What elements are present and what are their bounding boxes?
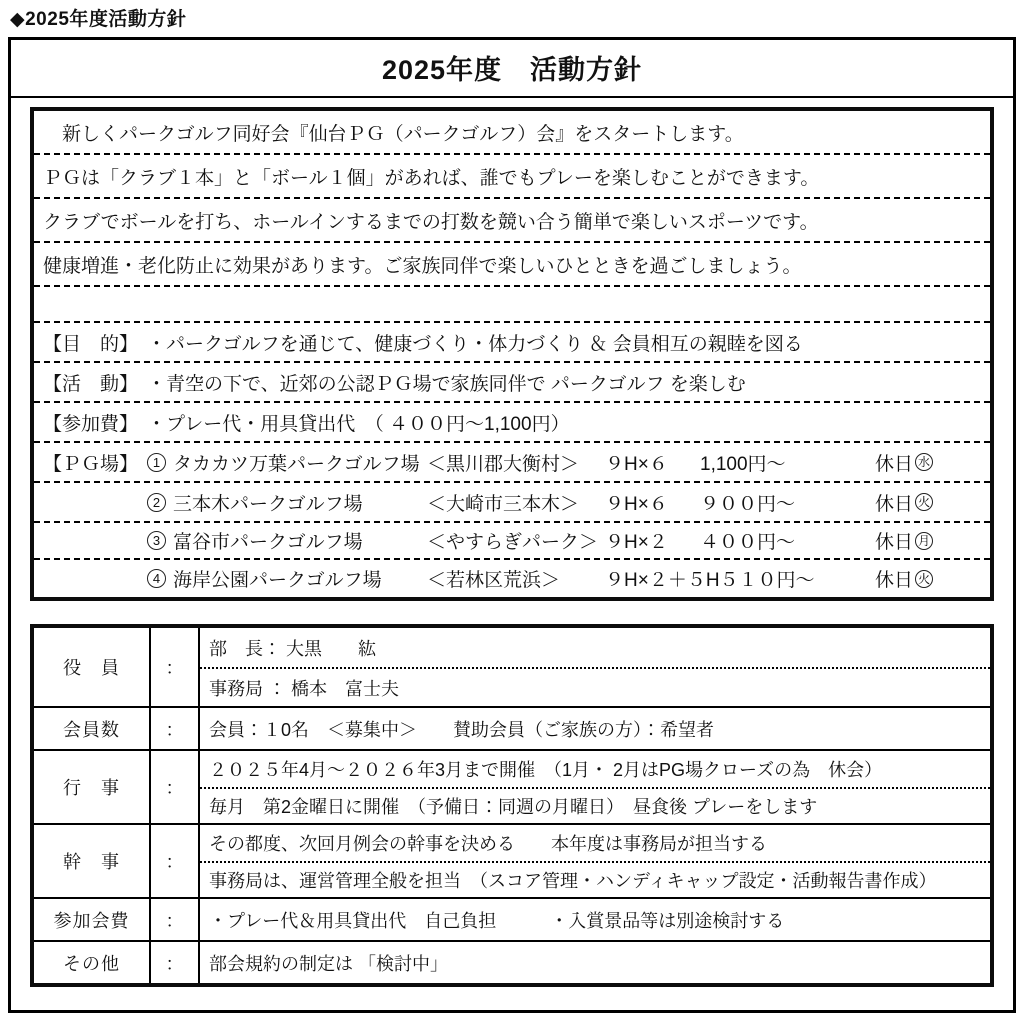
- table-row-secretary: [34, 825, 990, 899]
- pg-course-location: ＜若林区荒浜＞: [427, 570, 561, 591]
- pg-course-holes: ９H×６: [605, 493, 668, 515]
- club-detail-table: [30, 624, 994, 987]
- info-text: ・青空の下で、近郊の公認ＰＧ場で家族同伴で パークゴルフ を楽しむ: [147, 373, 746, 395]
- content-line: 会員：１0名 ＜募集中＞ 賛助会員（ご家族の方）：希望者: [209, 719, 715, 740]
- info-row-fee: [34, 403, 990, 443]
- intro-text: ＰＧは「クラブ１本」と「ボール１個」があれば、誰でもプレーを楽しむことができます。: [43, 167, 820, 189]
- holiday-label: 休日: [874, 570, 913, 591]
- row-header: 幹 事: [34, 825, 151, 897]
- table-row-members: [34, 708, 990, 751]
- pg-course-holes: ９H×６: [605, 453, 668, 475]
- holiday-label: 休日: [874, 493, 913, 515]
- pg-course-holes: ９H×２＋５H: [605, 570, 720, 591]
- pg-course-price: ９００円～: [700, 493, 796, 515]
- pg-course-name: [147, 527, 427, 554]
- page-title: ◆2025年度活動方針: [10, 9, 187, 30]
- pg-course-name-text: タカカツ万葉パークゴルフ場: [173, 453, 420, 475]
- pg-course-row: [34, 560, 990, 597]
- info-row-purpose: [34, 323, 990, 363]
- circled-day-icon: 火: [915, 570, 933, 588]
- row-header: 会員数: [34, 708, 151, 749]
- pg-course-row: [34, 483, 990, 523]
- table-row-officers: [34, 628, 990, 708]
- pg-course-name: [147, 489, 427, 516]
- pg-course-holes: ９H×２: [605, 532, 668, 553]
- pg-course-row: [34, 523, 990, 560]
- info-label: 【目 的】: [43, 333, 139, 355]
- row-header: 参加会費: [34, 899, 151, 940]
- intro-row: [34, 199, 990, 243]
- pg-course-price: 1,100円～: [700, 453, 786, 475]
- info-label: 【活 動】: [43, 373, 139, 395]
- circled-day-icon: 水: [915, 453, 933, 471]
- pg-course-holiday: [875, 489, 933, 516]
- pg-course-holiday: [875, 527, 933, 554]
- content-line: ２０２５年4月～２０２６年3月まで開催 （1月・ 2月はPG場クローズの為 休会）: [209, 760, 883, 780]
- intro-row: [34, 111, 990, 155]
- row-content: [200, 708, 990, 749]
- row-colon: ：: [151, 708, 200, 749]
- pg-course-location: ＜やすらぎパーク＞: [427, 532, 599, 553]
- pg-course-holiday: [875, 449, 933, 476]
- pg-course-name-text: 海岸公園パークゴルフ場: [173, 570, 382, 591]
- row-header: 行 事: [34, 751, 151, 823]
- holiday-label: 休日: [874, 453, 913, 475]
- circled-day-icon: 月: [915, 532, 933, 550]
- circled-number-icon: 3: [147, 531, 166, 550]
- table-row-other: [34, 942, 990, 983]
- info-text: ・パークゴルフを通じて、健康づくり・体力づくり ＆ 会員相互の親睦を図る: [147, 333, 803, 355]
- intro-row: [34, 155, 990, 199]
- row-content: [200, 628, 990, 706]
- circled-number-icon: 2: [147, 493, 166, 512]
- intro-text: クラブでボールを打ち、ホールインするまでの打数を競い合う簡単で楽しいスポーツです。: [43, 211, 819, 233]
- content-line: ・プレー代＆用具貸出代 自己負担 ・入賞景品等は別途検討する: [209, 910, 785, 931]
- pg-course-row: [34, 443, 990, 483]
- row-content: [200, 899, 990, 940]
- holiday-label: 休日: [874, 532, 913, 553]
- table-row-events: [34, 751, 990, 825]
- row-content: [200, 825, 990, 897]
- row-colon: ：: [151, 825, 200, 897]
- content-line: 部会規約の制定は 「検討中」: [209, 953, 448, 974]
- intro-row-empty: [34, 287, 990, 323]
- row-content: [200, 942, 990, 983]
- content-line: その都度、次回月例会の幹事を決める 本年度は事務局が担当する: [209, 834, 767, 854]
- circled-number-icon: 4: [147, 569, 166, 588]
- pg-course-price: ５１０円～: [719, 570, 815, 591]
- header-title: 2025年度 活動方針: [11, 40, 1013, 98]
- row-colon: ：: [151, 628, 200, 706]
- row-header: 役 員: [34, 628, 151, 706]
- intro-row: [34, 243, 990, 287]
- info-text: ・プレー代・用具貸出代 （ ４００円～1,100円）: [147, 413, 570, 435]
- row-colon: ：: [151, 942, 200, 983]
- row-colon: ：: [151, 899, 200, 940]
- document-frame: [8, 37, 1016, 1013]
- pg-course-location: ＜大崎市三本木＞: [427, 493, 580, 515]
- pg-section-label: 【ＰＧ場】: [43, 453, 139, 475]
- content-line: 事務局 ： 橋本 富士夫: [200, 667, 990, 706]
- info-label: 【参加費】: [43, 413, 139, 435]
- row-colon: ：: [151, 751, 200, 823]
- pg-course-price: ４００円～: [700, 532, 796, 553]
- table-row-participation-fee: [34, 899, 990, 942]
- policy-box: [30, 107, 994, 601]
- info-row-activity: [34, 363, 990, 403]
- intro-text: 新しくパークゴルフ同好会『仙台ＰＧ（パークゴルフ）会』をスタートします。: [43, 123, 744, 145]
- content-line: 毎月 第2金曜日に開催 （予備日：同週の月曜日） 昼食後 プレーをします: [200, 787, 990, 823]
- circled-day-icon: 火: [915, 493, 933, 511]
- content-line: 部 長： 大黒 紘: [209, 638, 377, 659]
- intro-text: 健康増進・老化防止に効果があります。ご家族同伴で楽しいひとときを過ごしましょう。: [43, 255, 802, 277]
- circled-number-icon: 1: [147, 453, 166, 472]
- pg-course-location: ＜黒川郡大衡村＞: [427, 453, 580, 475]
- content-line: 事務局は、運営管理全般を担当 （スコア管理・ハンディキャップ設定・活動報告書作成）: [200, 861, 990, 897]
- pg-course-holiday: [875, 565, 933, 592]
- pg-course-name-text: 富谷市パークゴルフ場: [173, 532, 363, 553]
- row-content: [200, 751, 990, 823]
- pg-course-name: [147, 449, 427, 476]
- row-header: その他: [34, 942, 151, 983]
- pg-course-name: [147, 565, 427, 592]
- pg-course-name-text: 三本木パークゴルフ場: [173, 493, 363, 515]
